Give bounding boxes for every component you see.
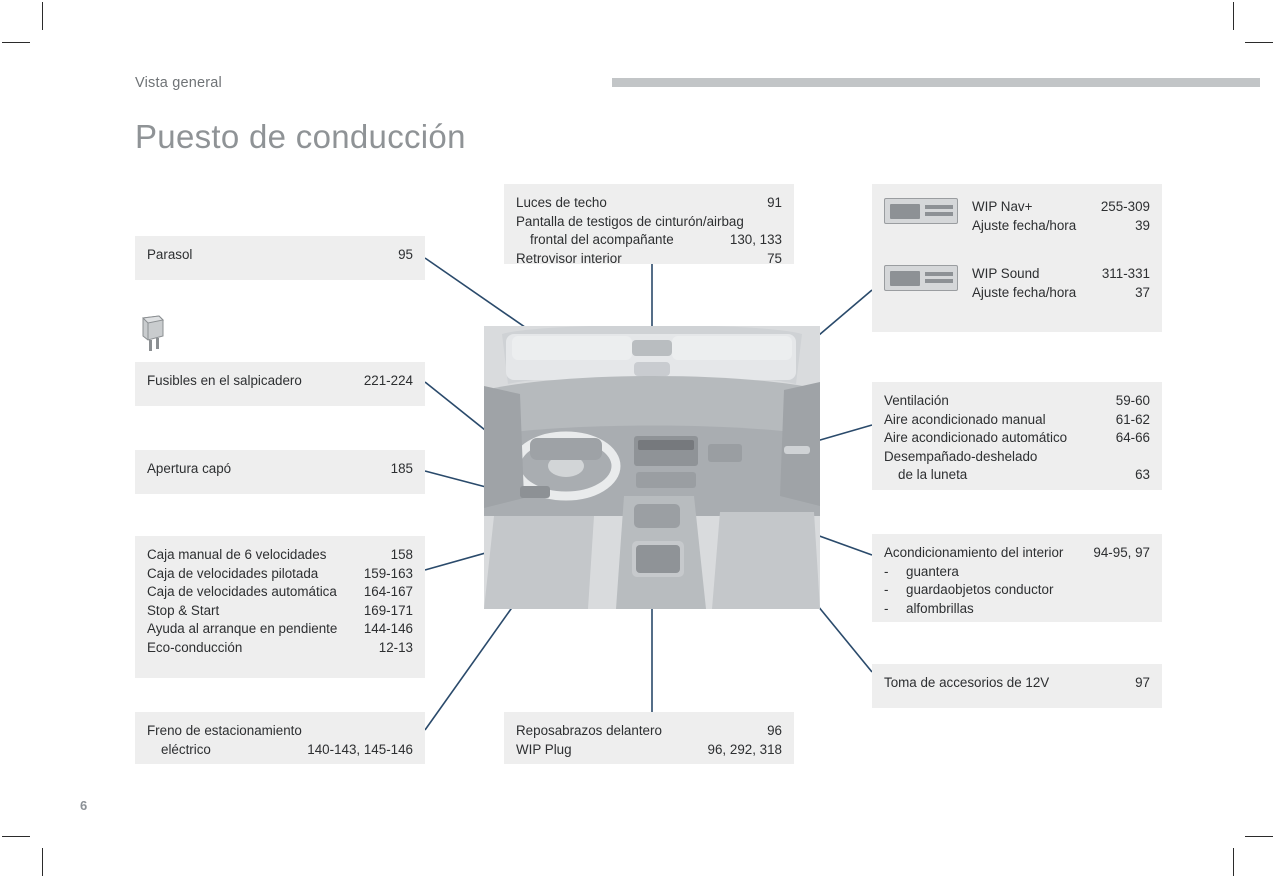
callout-page: 130, 133: [729, 232, 782, 248]
callout-page: 64-66: [1115, 430, 1150, 446]
callout-row: [972, 217, 1150, 236]
callout-label: WIP Sound: [972, 266, 1040, 282]
callout-row: [884, 581, 1150, 600]
callout-label: Toma de accesorios de 12V: [884, 675, 1050, 690]
callout-label: guantera: [906, 563, 959, 579]
freno-estacionamiento-box: [135, 712, 425, 764]
car-radio-icon: [884, 265, 958, 291]
callout-page: 94-95, 97: [1093, 545, 1150, 560]
callout-label: Retrovisor interior: [516, 250, 622, 266]
callout-label: Desempañado-deshelado: [884, 448, 1038, 464]
fusibles-box: [135, 362, 425, 406]
callout-page: 158: [390, 547, 413, 562]
callout-page: 255-309: [1100, 199, 1150, 214]
callout-page: 96: [767, 723, 782, 738]
callout-row: [147, 620, 413, 639]
header-rule: [612, 78, 1260, 87]
callout-label: Ajuste fecha/hora: [972, 217, 1077, 233]
callout-row: [147, 722, 413, 741]
callout-row: [884, 411, 1150, 430]
callout-page: 221-224: [363, 373, 413, 388]
callout-label: guardaobjetos conductor: [906, 582, 1054, 598]
page-title: Puesto de conducción: [135, 118, 466, 155]
callout-row: [147, 741, 413, 760]
page-number: 6: [80, 798, 88, 813]
audio-group: [884, 265, 1150, 302]
callout-label: Acondicionamiento del interior: [884, 545, 1064, 560]
cajas-de-velocidades-box: [135, 536, 425, 678]
callout-label: Stop & Start: [147, 602, 220, 618]
crop-mark: [42, 2, 43, 30]
callout-row: [516, 741, 782, 760]
luces-de-techo-box: [504, 184, 794, 264]
crop-mark: [2, 42, 30, 43]
callout-label: Reposabrazos delantero: [516, 723, 662, 738]
callout-label: Ventilación: [884, 393, 949, 408]
dash-bullet: -: [884, 600, 889, 616]
callout-page: 169-171: [363, 602, 413, 618]
callout-label: de la luneta: [898, 467, 968, 483]
callout-page: 185: [390, 461, 413, 476]
fuse-icon: [140, 314, 166, 354]
crop-mark: [1233, 2, 1234, 30]
callout-label: Eco-conducción: [147, 639, 243, 655]
callout-label: frontal del acompañante: [530, 232, 674, 248]
car-radio-icon: [884, 198, 958, 224]
callout-label: Aire acondicionado automático: [884, 430, 1068, 446]
callout-row: [147, 546, 413, 565]
crop-mark: [1245, 42, 1273, 43]
callout-row: [884, 674, 1150, 693]
acondicionamiento-interior-box: [872, 534, 1162, 622]
reposabrazos-box: [504, 712, 794, 764]
callout-page: 63: [1135, 467, 1150, 483]
callout-label: Freno de estacionamiento: [147, 723, 302, 738]
callout-row: [884, 448, 1150, 467]
callout-page: 75: [767, 250, 782, 266]
callout-row: [884, 466, 1150, 485]
callout-page: 164-167: [363, 584, 413, 600]
callout-row: [972, 284, 1150, 303]
callout-row: [147, 246, 413, 265]
callout-row: [884, 392, 1150, 411]
callout-row: [147, 372, 413, 391]
callout-row: [147, 639, 413, 658]
callout-label: Caja manual de 6 velocidades: [147, 547, 327, 562]
callout-page: 91: [767, 195, 782, 210]
crop-mark: [2, 836, 30, 837]
callout-page: 97: [1135, 675, 1150, 690]
callout-page: 144-146: [363, 621, 413, 637]
crop-mark: [42, 848, 43, 876]
callout-row: [884, 600, 1150, 619]
callout-page: 159-163: [363, 565, 413, 581]
callout-row: [147, 583, 413, 602]
dash-bullet: -: [884, 582, 889, 598]
callout-row: [147, 602, 413, 621]
ventilacion-box: [872, 382, 1162, 490]
callout-label: eléctrico: [161, 741, 211, 757]
callout-label: Luces de techo: [516, 195, 607, 210]
callout-page: 12-13: [378, 639, 413, 655]
callout-row: [884, 563, 1150, 582]
callout-page: 95: [398, 247, 413, 262]
crop-mark: [1233, 848, 1234, 876]
callout-label: Fusibles en el salpicadero: [147, 373, 302, 388]
section-eyebrow: Vista general: [135, 75, 222, 91]
callout-row: [972, 198, 1150, 217]
audio-box: [872, 184, 1162, 332]
callout-label: alfombrillas: [906, 600, 974, 616]
parasol-box: [135, 236, 425, 280]
callout-label: Apertura capó: [147, 461, 232, 476]
apertura-capo-box: [135, 450, 425, 494]
callout-label: WIP Plug: [516, 741, 572, 757]
callout-row: [516, 231, 782, 250]
callout-page: 311-331: [1101, 266, 1150, 282]
callout-row: [516, 194, 782, 213]
callout-page: 140-143, 145-146: [307, 741, 413, 757]
callout-page: 39: [1135, 217, 1150, 233]
callout-row: [516, 722, 782, 741]
crop-mark: [1245, 836, 1273, 837]
callout-label: Caja de velocidades pilotada: [147, 565, 319, 581]
callout-label: Pantalla de testigos de cinturón/airbag: [516, 213, 744, 229]
callout-label: Ajuste fecha/hora: [972, 284, 1077, 300]
audio-group: [884, 198, 1150, 235]
callout-row: [972, 265, 1150, 284]
callout-row: [884, 544, 1150, 563]
callout-page: 96, 292, 318: [707, 741, 782, 757]
callout-label: Ayuda al arranque en pendiente: [147, 621, 338, 637]
callout-label: Aire acondicionado manual: [884, 411, 1046, 427]
callout-page: 59-60: [1115, 393, 1150, 408]
callout-page: 37: [1135, 284, 1150, 300]
dashboard-photo: [484, 326, 820, 609]
callout-label: WIP Nav+: [972, 199, 1033, 214]
callout-row: [516, 250, 782, 269]
callout-row: [147, 565, 413, 584]
callout-row: [147, 460, 413, 479]
callout-label: Caja de velocidades automática: [147, 584, 337, 600]
callout-row: [516, 213, 782, 232]
callout-row: [884, 429, 1150, 448]
callout-page: 61-62: [1115, 411, 1150, 427]
callout-label: Parasol: [147, 247, 193, 262]
dash-bullet: -: [884, 563, 889, 579]
toma-accesorios-box: [872, 664, 1162, 708]
